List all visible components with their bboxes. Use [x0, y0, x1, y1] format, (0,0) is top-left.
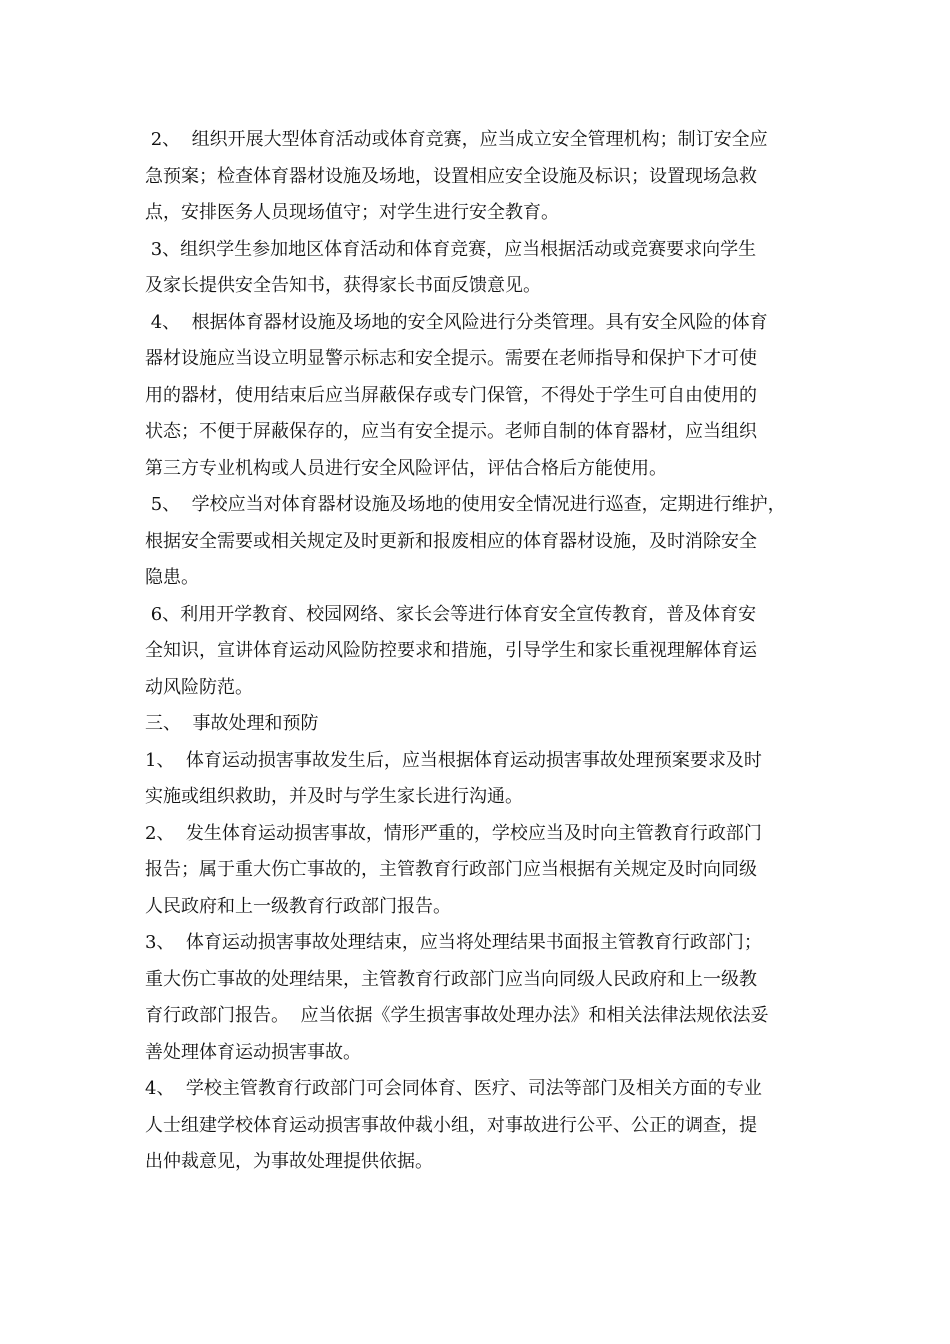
document-line: 6、利用开学教育、校园网络、家长会等进行体育安全宣传教育，普及体育安 [145, 603, 757, 625]
document-line: 2、 组织开展大型体育活动或体育竞赛，应当成立安全管理机构；制订安全应 [145, 129, 768, 150]
document-line: 4、 根据体育器材设施及场地的安全风险进行分类管理。具有安全风险的体育 [145, 311, 768, 333]
document-line: 根据安全需要或相关规定及时更新和报废相应的体育器材设施，及时消除安全 [145, 530, 757, 552]
document-line: 状态；不便于屏蔽保存的，应当有安全提示。老师自制的体育器材，应当组织 [145, 421, 757, 442]
document-line: 重大伤亡事故的处理结果，主管教育行政部门应当向同级人民政府和上一级教 [145, 968, 757, 990]
document-line: 第三方专业机构或人员进行安全风险评估，评估合格后方能使用。 [145, 457, 667, 479]
document-line: 急预案；检查体育器材设施及场地，设置相应安全设施及标识；设置现场急救 [145, 165, 757, 187]
document-line: 3、 体育运动损害事故处理结束，应当将处理结果书面报主管教育行政部门； [145, 932, 762, 953]
document-line: 善处理体育运动损害事故。 [145, 1041, 361, 1063]
document-line: 1、 体育运动损害事故发生后，应当根据体育运动损害事故处理预案要求及时 [145, 749, 762, 771]
document-line: 隐患。 [145, 567, 199, 588]
document-line: 用的器材，使用结束后应当屏蔽保存或专门保管，不得处于学生可自由使用的 [145, 384, 757, 406]
document-line: 出仲裁意见，为事故处理提供依据。 [145, 1151, 433, 1172]
document-line: 动风险防范。 [145, 676, 253, 698]
document-line: 实施或组织救助，并及时与学生家长进行沟通。 [145, 786, 523, 807]
document-line: 5、 学校应当对体育器材设施及场地的使用安全情况进行巡查，定期进行维护， [145, 494, 786, 515]
document-line: 报告；属于重大伤亡事故的，主管教育行政部门应当根据有关规定及时向同级 [145, 859, 757, 880]
document-line: 3、组织学生参加地区体育活动和体育竞赛，应当根据活动或竞赛要求向学生 [145, 238, 757, 260]
document-line: 育行政部门报告。 应当依据《学生损害事故处理办法》和相关法律法规依法妥 [145, 1005, 769, 1026]
document-line: 三、 事故处理和预防 [145, 713, 319, 734]
document-line: 及家长提供安全告知书，获得家长书面反馈意见。 [145, 275, 541, 296]
document-line: 点，安排医务人员现场值守；对学生进行安全教育。 [145, 202, 559, 223]
document-line: 4、 学校主管教育行政部门可会同体育、医疗、司法等部门及相关方面的专业 [145, 1078, 762, 1099]
document-line: 2、 发生体育运动损害事故，情形严重的，学校应当及时向主管教育行政部门 [145, 822, 762, 844]
document-line: 全知识，宣讲体育运动风险防控要求和措施，引导学生和家长重视理解体育运 [145, 640, 757, 661]
document-line: 器材设施应当设立明显警示标志和安全提示。需要在老师指导和保护下才可使 [145, 348, 757, 369]
document-line: 人民政府和上一级教育行政部门报告。 [145, 895, 451, 917]
document-body [145, 122, 817, 1181]
document-line: 人士组建学校体育运动损害事故仲裁小组，对事故进行公平、公正的调查，提 [145, 1114, 757, 1136]
